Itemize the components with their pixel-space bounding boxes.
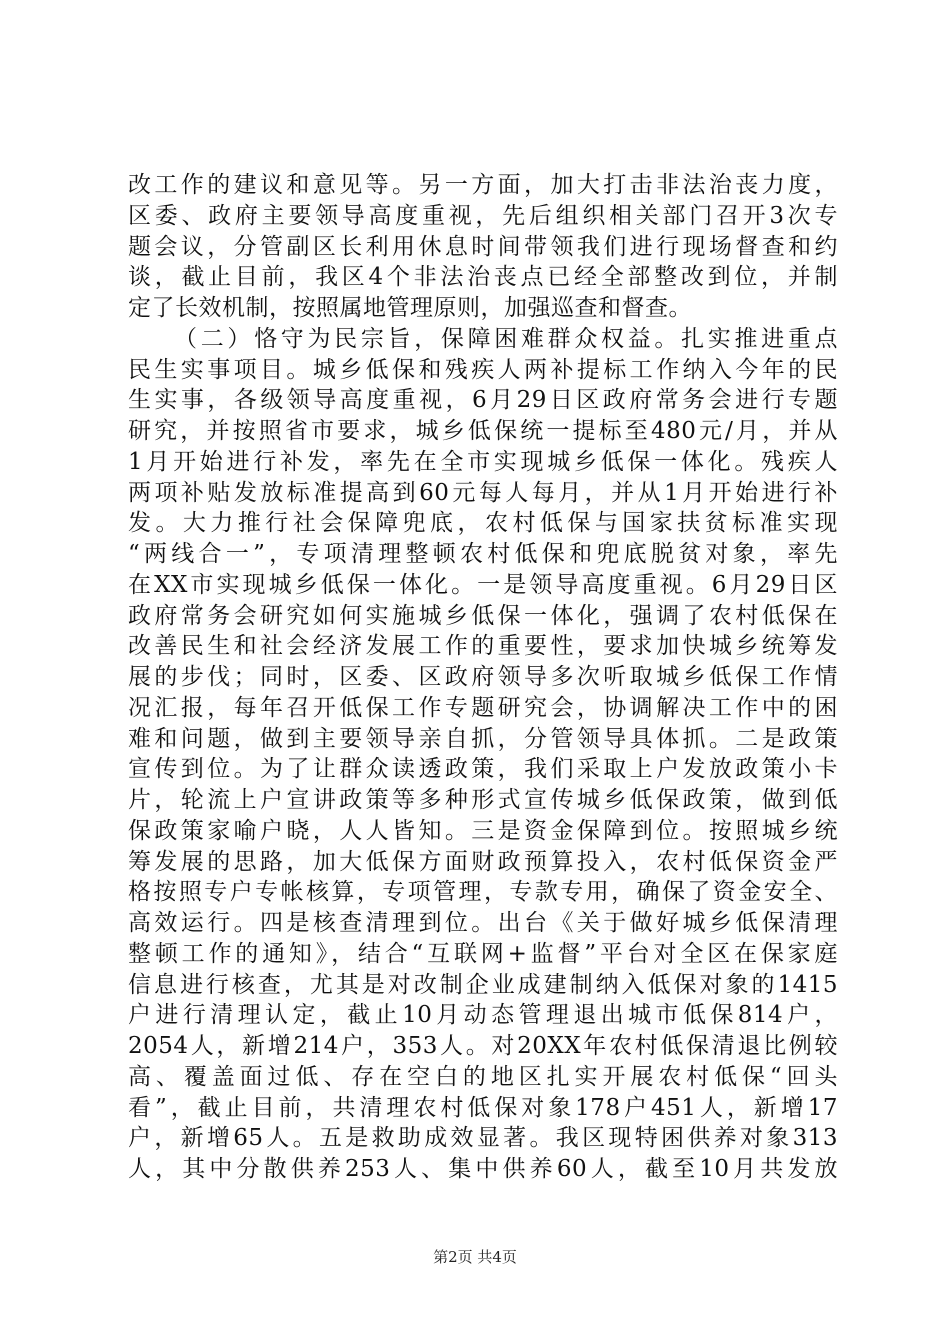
text-line: 高、覆盖面过低、存在空白的地区扎实开展农村低保“回头	[128, 1063, 838, 1090]
text-line: 宣传到位。为了让群众读透政策，我们采取上户发放政策小卡	[128, 756, 838, 783]
document-body	[128, 170, 838, 1185]
text-line: 定了长效机制，按照属地管理原则，加强巡查和督查。	[128, 295, 692, 321]
text-line: 题会议，分管副区长利用休息时间带领我们进行现场督查和约	[128, 233, 838, 260]
text-line: 改善民生和社会经济发展工作的重要性，要求加快城乡统筹发	[128, 633, 838, 660]
text-line: 改工作的建议和意见等。另一方面，加大打击非法治丧力度，	[128, 172, 838, 198]
text-line: 两项补贴发放标准提高到60元每人每月，并从1月开始进行补	[128, 479, 838, 506]
text-line: （二）恪守为民宗旨，保障困难群众权益。扎实推进重点	[174, 325, 838, 352]
text-line: 谈，截止目前，我区4个非法治丧点已经全部整改到位，并制	[128, 264, 838, 291]
text-line: 保政策家喻户晓，人人皆知。三是资金保障到位。按照城乡统	[128, 817, 838, 844]
text-line: 格按照专户专帐核算，专项管理，专款专用，确保了资金安全、	[128, 879, 838, 906]
text-line: 高效运行。四是核查清理到位。出台《关于做好城乡低保清理	[128, 910, 838, 936]
text-line: 发。大力推行社会保障兜底，农村低保与国家扶贫标准实现	[128, 510, 838, 537]
page-footer: 第2页 共4页	[433, 1248, 517, 1266]
text-line: 户，新增65人。五是救助成效显著。我区现特困供养对象313	[128, 1125, 838, 1152]
text-line: 政府常务会研究如何实施城乡低保一体化，强调了农村低保在	[128, 602, 838, 629]
text-line: 况汇报，每年召开低保工作专题研究会，协调解决工作中的困	[128, 694, 838, 721]
text-line: 难和问题，做到主要领导亲自抓，分管领导具体抓。二是政策	[128, 725, 838, 752]
text-line: 信息进行核查，尤其是对改制企业成建制纳入低保对象的1415	[128, 971, 838, 998]
text-line: 片，轮流上户宣讲政策等多种形式宣传城乡低保政策，做到低	[128, 787, 838, 813]
text-line: 在XX市实现城乡低保一体化。一是领导高度重视。6月29日区	[128, 571, 838, 598]
text-line: 筹发展的思路，加大低保方面财政预算投入，农村低保资金严	[128, 848, 838, 875]
text-line: 看”，截止目前，共清理农村低保对象178户451人，新增17	[128, 1094, 838, 1121]
text-line: 区委、政府主要领导高度重视，先后组织相关部门召开3次专	[128, 202, 838, 229]
text-line: 人，其中分散供养253人、集中供养60人，截至10月共发放	[128, 1156, 838, 1182]
text-line: 展的步伐；同时，区委、区政府领导多次听取城乡低保工作情	[128, 664, 838, 690]
text-line: 民生实事项目。城乡低保和残疾人两补提标工作纳入今年的民	[128, 356, 838, 383]
text-line: “两线合一”，专项清理整顿农村低保和兜底脱贫对象，率先	[128, 541, 838, 567]
text-line: 1月开始进行补发，率先在全市实现城乡低保一体化。残疾人	[128, 448, 838, 475]
text-line: 整顿工作的通知》，结合“互联网+监督”平台对全区在保家庭	[128, 940, 838, 967]
text-line: 2054人，新增214户，353人。对20XX年农村低保清退比例较	[128, 1033, 838, 1059]
text-line: 户进行清理认定，截止10月动态管理退出城市低保814户，	[128, 1002, 838, 1029]
text-line: 研究，并按照省市要求，城乡低保统一提标至480元/月，并从	[128, 418, 838, 444]
text-line: 生实事，各级领导高度重视，6月29日区政府常务会进行专题	[128, 387, 838, 414]
